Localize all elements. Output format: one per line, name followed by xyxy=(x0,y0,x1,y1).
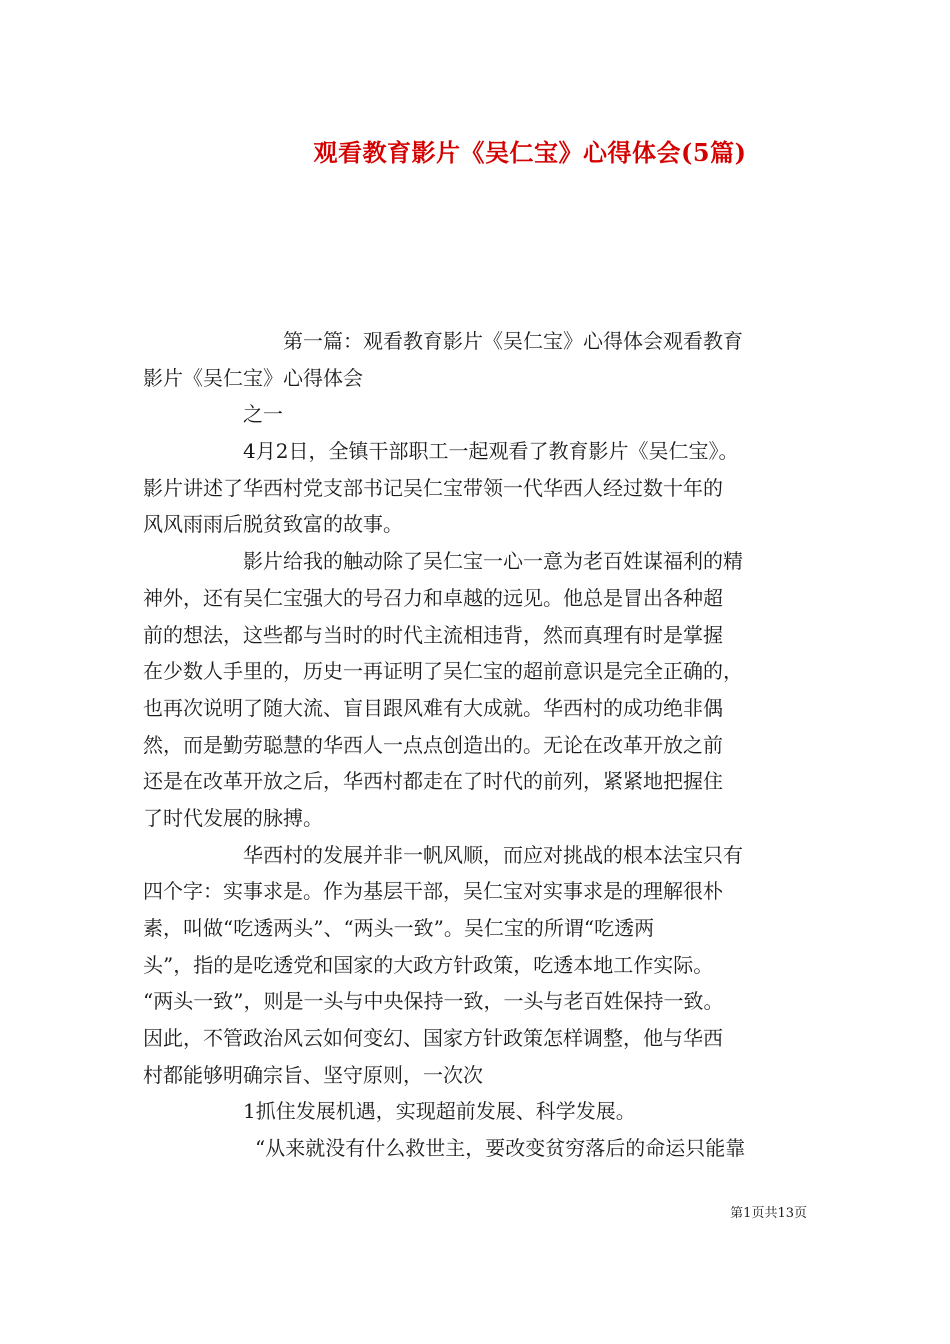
text-line: “从来就没有什么救世主，要改变贫穷落后的命运只能靠 xyxy=(255,1136,746,1161)
text-line: 1抓住发展机遇，实现超前发展、科学发展。 xyxy=(243,1099,636,1124)
text-line: 在少数人手里的，历史一再证明了吴仁宝的超前意识是完全正确的， xyxy=(143,659,743,684)
text-line: 影片给我的触动除了吴仁宝一心一意为老百姓谋福利的精 xyxy=(243,549,743,574)
document-title: 观看教育影片《吴仁宝》心得体会(5篇) xyxy=(313,138,747,167)
text-line: 第一篇：观看教育影片《吴仁宝》心得体会观看教育 xyxy=(283,329,743,353)
text-line: 因此，不管政治风云如何变幻、国家方针政策怎样调整，他与华西 xyxy=(143,1026,723,1051)
text-line: 还是在改革开放之后，华西村都走在了时代的前列，紧紧地把握住 xyxy=(143,769,723,794)
document-body xyxy=(143,323,815,1167)
text-line: 影片讲述了华西村党支部书记吴仁宝带领一代华西人经过数十年的 xyxy=(143,475,723,500)
text-line: 风风雨雨后脱贫致富的故事。 xyxy=(143,512,403,537)
text-line: 前的想法，这些都与当时的时代主流相违背，然而真理有时是掌握 xyxy=(143,622,723,647)
text-line: 4月2日，全镇干部职工一起观看了教育影片《吴仁宝》。 xyxy=(243,439,739,464)
text-line: 村都能够明确宗旨、坚守原则，一次次 xyxy=(143,1062,483,1087)
text-line: 之一 xyxy=(243,402,283,427)
page-number: 第1页共13页 xyxy=(730,1206,807,1221)
text-line: 华西村的发展并非一帆风顺，而应对挑战的根本法宝只有 xyxy=(243,842,743,867)
text-line: 素，叫做“吃透两头”、“两头一致”。吴仁宝的所谓“吃透两 xyxy=(143,916,655,940)
text-line: 四个字：实事求是。作为基层干部，吴仁宝对实事求是的理解很朴 xyxy=(143,879,723,904)
text-line: 了时代发展的脉搏。 xyxy=(143,805,323,830)
text-line: 头”，指的是吃透党和国家的大政方针政策，吃透本地工作实际。 xyxy=(143,952,714,977)
text-line: “两头一致”，则是一头与中央保持一致，一头与老百姓保持一致。 xyxy=(143,989,724,1014)
text-line: 神外，还有吴仁宝强大的号召力和卓越的远见。他总是冒出各种超 xyxy=(143,585,723,610)
text-line: 也再次说明了随大流、盲目跟风难有大成就。华西村的成功绝非偶 xyxy=(143,695,723,720)
text-line: 然，而是勤劳聪慧的华西人一点点创造出的。无论在改革开放之前 xyxy=(143,732,723,757)
text-line: 影片《吴仁宝》心得体会 xyxy=(143,365,363,390)
